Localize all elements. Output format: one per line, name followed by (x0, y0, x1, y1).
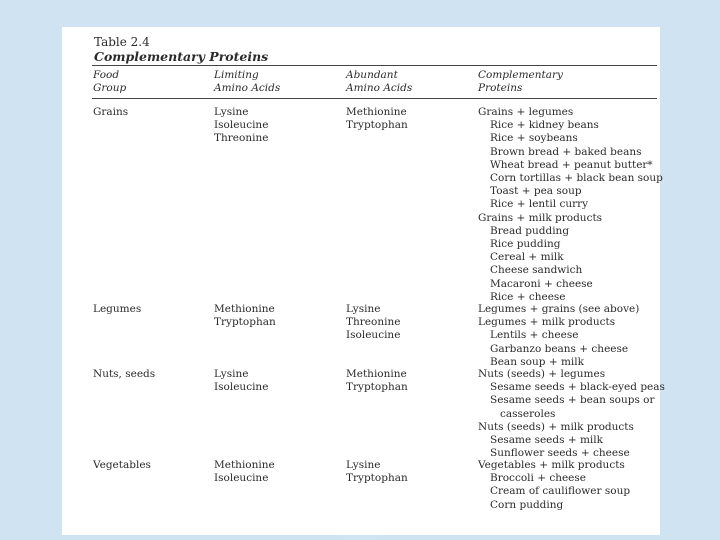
row-nuts-complementary (478, 368, 665, 460)
header-food-group-line: Food (93, 69, 120, 81)
limiting-item: Lysine (214, 106, 249, 118)
row-legumes-abundant (346, 303, 400, 343)
complementary-item: Legumes + milk products (478, 316, 616, 329)
row-legumes-limiting (214, 303, 276, 329)
limiting-item: Methionine (214, 303, 275, 315)
complementary-item: Bean soup + milk (490, 355, 584, 368)
complementary-item: Corn pudding (490, 498, 564, 511)
header-limiting-line: Amino Acids (214, 82, 281, 94)
header-abundant (346, 69, 412, 95)
table-number: Table 2.4 (94, 35, 150, 49)
row-grains-group: Grains (93, 106, 129, 118)
complementary-item: Sesame seeds + milk (490, 434, 603, 447)
row-grains-abundant (346, 106, 408, 132)
complementary-item: Brown bread + baked beans (490, 145, 642, 158)
complementary-item: Grains + legumes (478, 106, 574, 118)
abundant-item: Methionine (346, 106, 407, 118)
row-nuts-group: Nuts, seeds (93, 368, 156, 380)
complementary-item: Cereal + milk (490, 251, 564, 264)
complementary-item: Rice pudding (490, 238, 561, 251)
row-legumes-group: Legumes (93, 303, 142, 315)
complementary-item: Rice + kidney beans (490, 119, 599, 132)
header-top-rule (92, 65, 657, 66)
header-limiting-line: Limiting (214, 69, 259, 81)
abundant-item: Threonine (346, 316, 401, 329)
abundant-item: Tryptophan (346, 381, 408, 394)
complementary-item: Sunflower seeds + cheese (490, 447, 630, 460)
abundant-item: Tryptophan (346, 119, 408, 132)
complementary-item: Corn tortillas + black bean soup (490, 172, 663, 185)
header-food-group-line: Group (93, 82, 127, 94)
complementary-item: Sesame seeds + bean soups or (490, 394, 655, 407)
abundant-item: Tryptophan (346, 472, 408, 485)
limiting-item: Lysine (214, 368, 249, 380)
table-title: Complementary Proteins (94, 49, 269, 64)
complementary-item: Bread pudding (490, 224, 570, 237)
complementary-item: Garbanzo beans + cheese (490, 342, 629, 355)
row-vegetables-complementary (478, 459, 630, 512)
complementary-item: Lentils + cheese (490, 329, 579, 342)
complementary-item: Nuts (seeds) + legumes (478, 368, 606, 380)
complementary-item: Rice + lentil curry (490, 198, 589, 211)
row-vegetables-limiting (214, 459, 275, 485)
complementary-item: casseroles (500, 407, 556, 420)
complementary-item: Cheese sandwich (490, 264, 583, 277)
limiting-item: Isoleucine (214, 381, 269, 394)
abundant-item: Methionine (346, 368, 407, 380)
complementary-item: Sesame seeds + black-eyed peas (490, 381, 665, 394)
header-food-group (93, 69, 126, 95)
complementary-item: Grains + milk products (478, 211, 603, 224)
row-grains-limiting (214, 106, 268, 146)
row-nuts-abundant (346, 368, 408, 394)
abundant-item: Isoleucine (346, 329, 401, 342)
complementary-item: Wheat bread + peanut butter* (490, 158, 653, 171)
header-complementary-line: Complementary (478, 69, 563, 81)
row-vegetables-abundant (346, 459, 408, 485)
limiting-item: Isoleucine (214, 472, 269, 485)
abundant-item: Lysine (346, 303, 381, 315)
complementary-item: Vegetables + milk products (478, 459, 625, 471)
row-vegetables-group: Vegetables (93, 459, 151, 471)
abundant-item: Lysine (346, 459, 381, 471)
complementary-item: Broccoli + cheese (490, 472, 587, 485)
complementary-item: Cream of cauliflower soup (490, 485, 631, 498)
complementary-item: Rice + soybeans (490, 132, 578, 145)
header-complementary-line: Proteins (478, 82, 523, 94)
row-grains-complementary (478, 106, 663, 304)
complementary-item: Macaroni + cheese (490, 277, 593, 290)
row-nuts-limiting (214, 368, 268, 394)
row-legumes-complementary (478, 303, 639, 369)
header-abundant-line: Abundant (346, 69, 398, 81)
header-limiting (214, 69, 280, 95)
document-page (62, 27, 665, 535)
complementary-item: Rice + cheese (490, 290, 566, 303)
complementary-item: Legumes + grains (see above) (478, 303, 640, 315)
header-bottom-rule (92, 98, 657, 99)
header-complementary (478, 69, 563, 95)
complementary-item: Toast + pea soup (490, 185, 582, 198)
complementary-item: Nuts (seeds) + milk products (478, 420, 634, 433)
header-abundant-line: Amino Acids (346, 82, 413, 94)
limiting-item: Methionine (214, 459, 275, 471)
limiting-item: Isoleucine (214, 119, 269, 132)
limiting-item: Tryptophan (214, 316, 276, 329)
limiting-item: Threonine (214, 132, 269, 145)
